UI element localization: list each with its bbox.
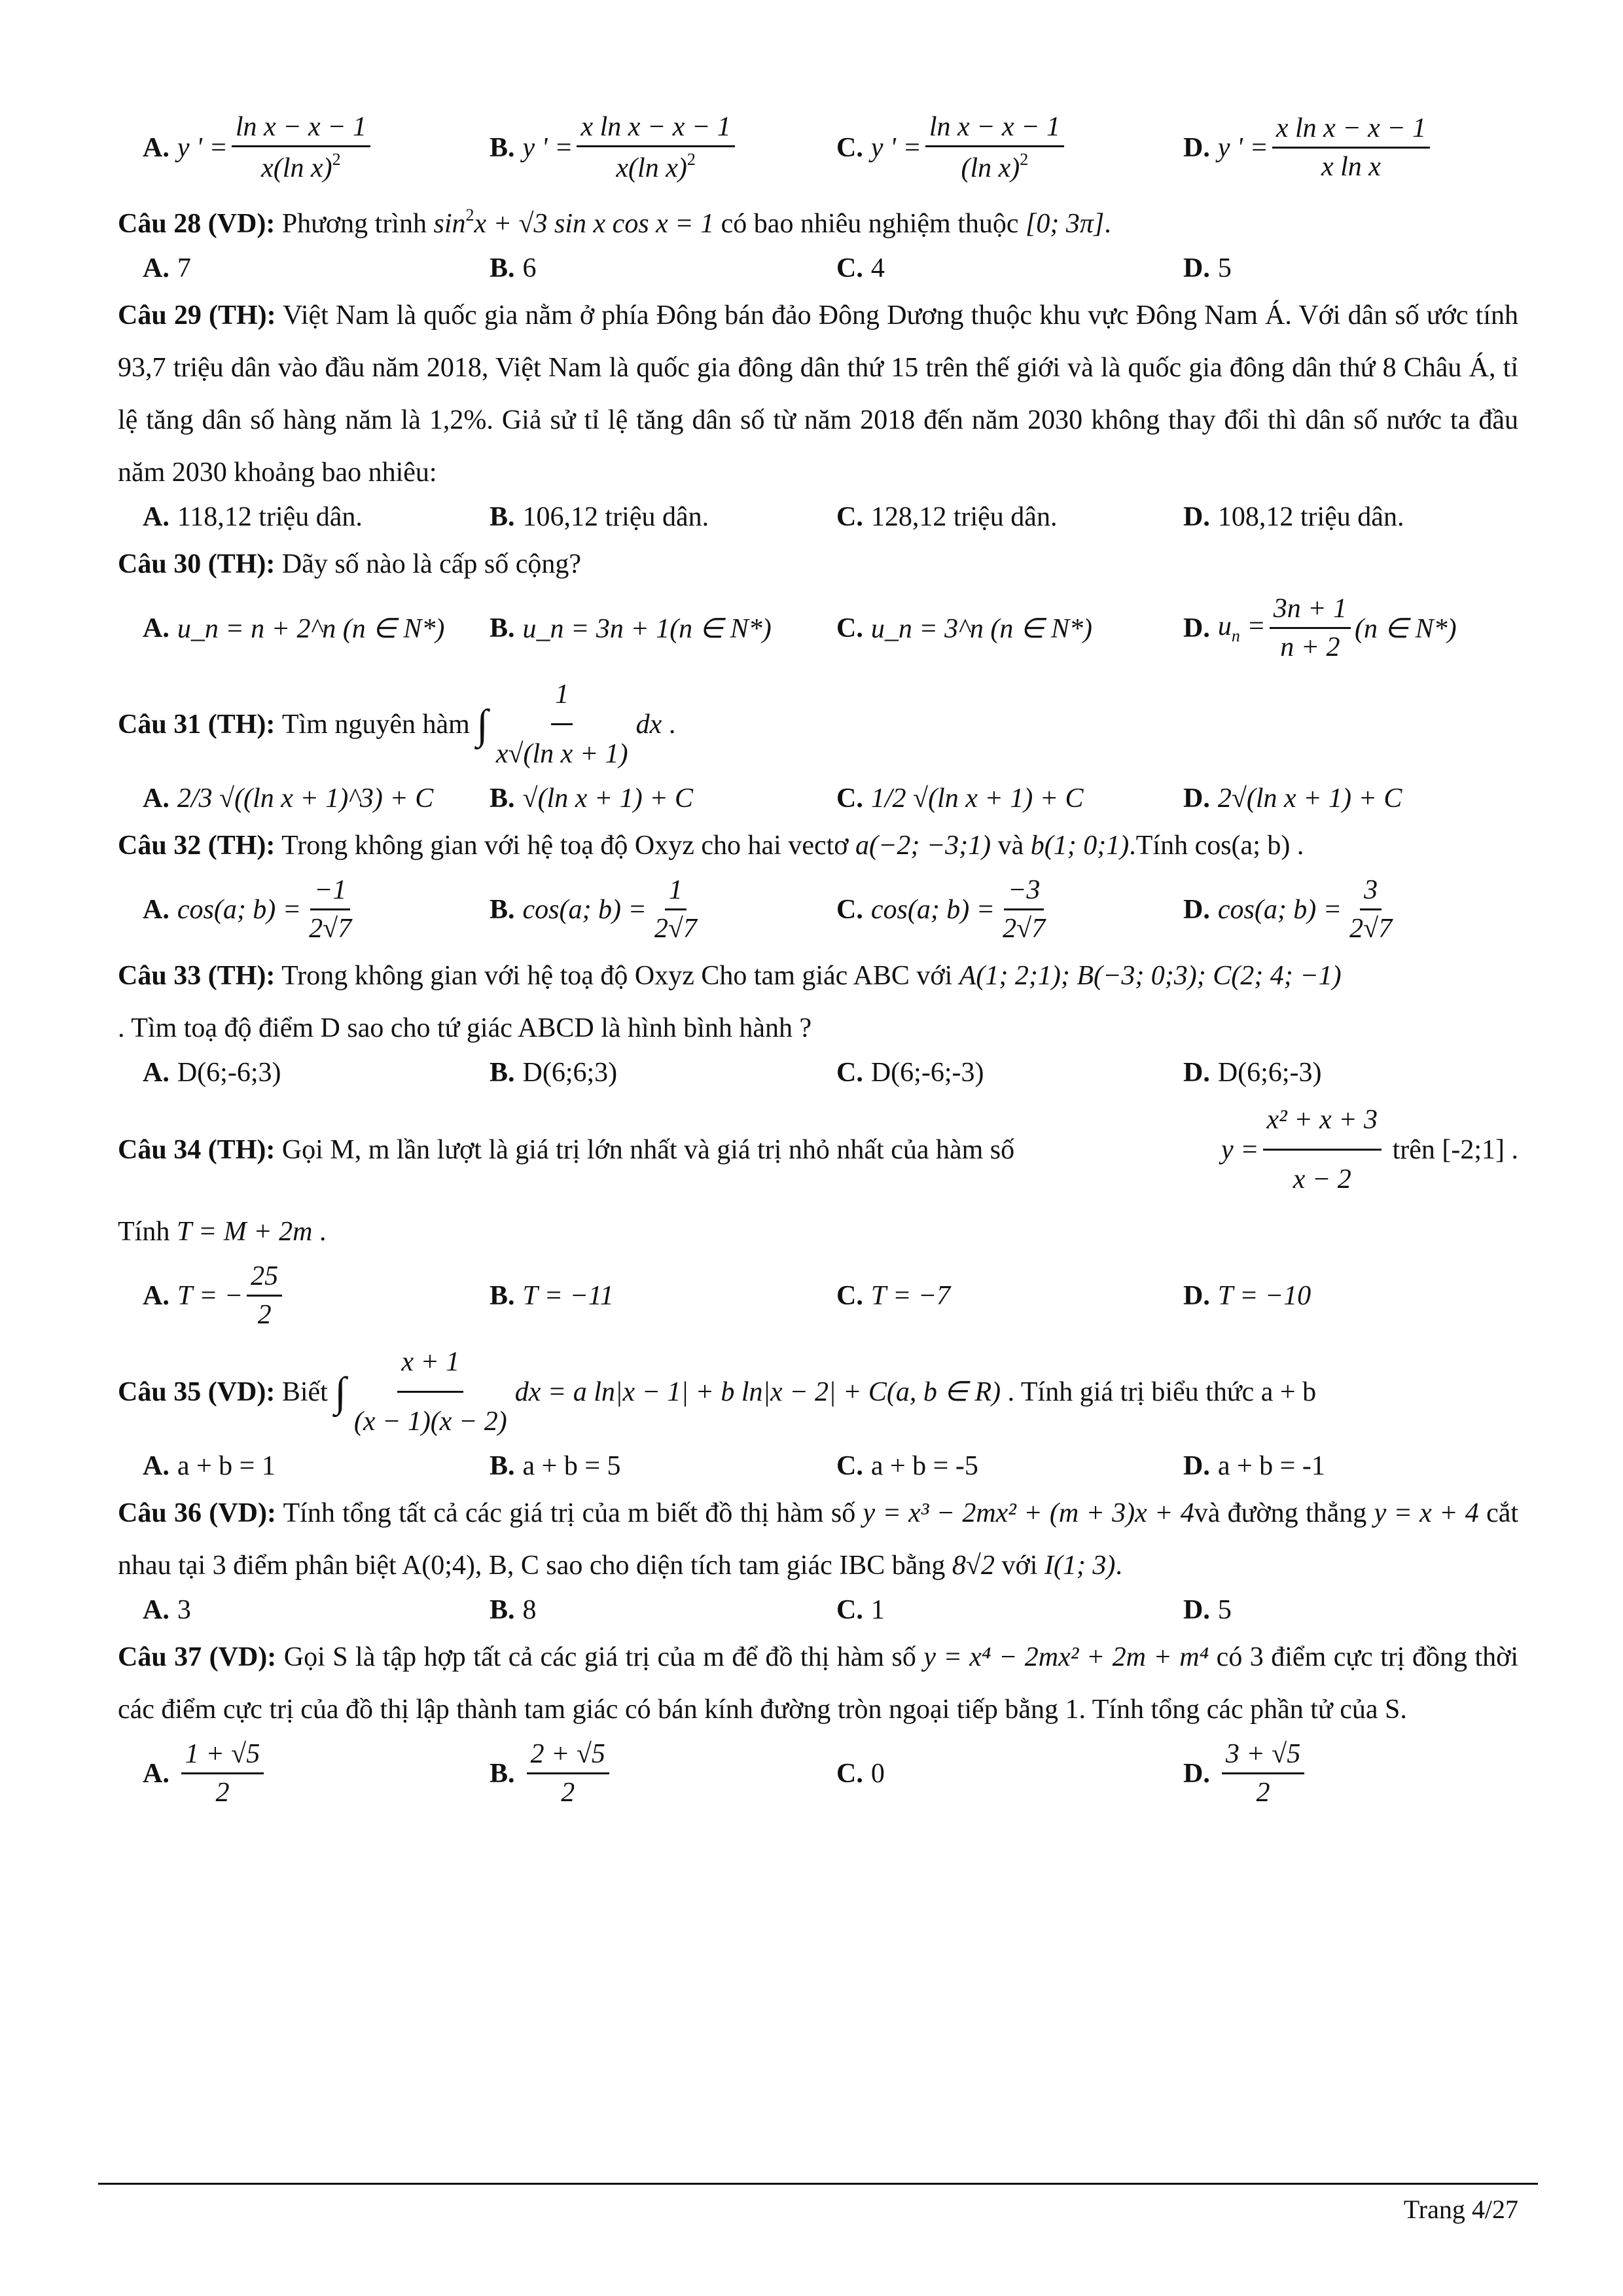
q28-option-a[interactable]: A. 7: [143, 253, 191, 283]
question-31: Câu 31 (TH): Tìm nguyên hàm ∫ $\frac{1}{\text{x√(ln x + 1)}}$ dx .: [118, 668, 1518, 780]
q27-option-b[interactable]: B. y ' = $\frac{\text{x ln x − x − 1}}{x(\ln x)^2}$: [465, 111, 812, 184]
q27-option-a[interactable]: A. y ' = $\frac{\text{ln x − x − 1}}{x(\ln x)^2}$: [118, 111, 465, 184]
q30-options: [118, 593, 1518, 663]
q37-option-d[interactable]: D. $\frac{3 + √5}{2}$: [1158, 1738, 1505, 1808]
question-28: Câu 28 (VD): Phương trình $\sin^2x + √3$ sin x cos x = 1 có bao nhiêu nghiệm thuộc [0; 3π].: [118, 206, 1111, 239]
q32-option-c[interactable]: C. cos(a; b) = $\frac{-3}{2√7}$: [836, 875, 1046, 944]
q29-option-a[interactable]: A. 118,12 triệu dân.: [143, 502, 363, 532]
question-34-line2: Tính T = M + 2m .: [118, 1217, 327, 1247]
q27-option-d[interactable]: D. y ' = $\frac{\text{x ln x − x − 1}}{\text{x ln x}}$: [1158, 113, 1505, 183]
q35-option-b[interactable]: B. a + b = 5: [490, 1451, 621, 1481]
q34-option-a[interactable]: A. T = − $\frac{25}{2}$: [118, 1261, 465, 1331]
q31-option-a[interactable]: A. 2/3 √((ln x + 1)^3) + C: [143, 783, 434, 814]
q28-option-d[interactable]: D. 5: [1183, 253, 1232, 283]
q33-option-a[interactable]: A. D(6;-6;3): [143, 1058, 281, 1088]
q30-option-a[interactable]: A. u_n = n + 2^n (n ∈ N*): [143, 613, 445, 644]
q36-option-d[interactable]: D. 5: [1183, 1595, 1232, 1625]
q33-options: [118, 1057, 1518, 1088]
question-35: Câu 35 (VD): Biết ∫ $\frac{x + 1}{(x - 1)(x - 2)}$ dx = a ln|x − 1| + b ln|x − 2| + C(a, b ∈ R) . Tính giá trị biểu thức a + b: [118, 1336, 1518, 1448]
question-36: Câu 36 (VD): Tính tổng tất cả các giá trị của m biết đồ thị hàm số y = x³ − 2mx² + (m + 3)x + 4và đường thẳng y = x + 4 cắt nhau tại 3 điểm phân biệt A(0;4), B, C sao cho diện tích tam giác IBC bằng 8√2 với I(1; 3).: [118, 1498, 1519, 1581]
q37-options: [118, 1738, 1518, 1808]
page-number: Trang 4/27: [1403, 2195, 1518, 2224]
q34-option-c[interactable]: C. T = −7: [836, 1280, 951, 1311]
q35-option-a[interactable]: A. a + b = 1: [143, 1451, 276, 1481]
question-34: Câu 34 (TH): Gọi M, m lần lượt là giá trị lớn nhất và giá trị nhỏ nhất của hàm số y = $\frac{\text{x² + x + 3}}{x - 2}$ trên [-2;1] .: [118, 1094, 1518, 1206]
q31-options: [118, 783, 1518, 814]
integral-sign: ∫: [476, 700, 488, 747]
q35-option-d[interactable]: D. a + b = -1: [1183, 1451, 1325, 1481]
question-29: Câu 29 (TH): Việt Nam là quốc gia nằm ở phía Đông bán đảo Đông Dương thuộc khu vực Đông Nam Á. Với dân số ước tính 93,7 triệu dân vào đầu năm 2018, Việt Nam là quốc gia đông dân thứ 15 trên thế giới và là quốc gia đông dân thứ 8 Châu Á, tỉ lệ tăng dân số hàng năm là 1,2%. Giả sử tỉ lệ tăng dân số từ năm 2018 đến năm 2030 không thay đổi thì dân số nước ta đầu năm 2030 khoảng bao nhiêu:: [118, 300, 1518, 488]
q34-option-d[interactable]: D. T = −10: [1183, 1280, 1311, 1311]
q35-options: [118, 1450, 1518, 1482]
q30-option-d[interactable]: D. $u_n$ = $\frac{3n + 1}{n + 2}$ (n ∈ N*): [1183, 594, 1457, 662]
q29-option-c[interactable]: C. 128,12 triệu dân.: [836, 502, 1058, 532]
q36-option-b[interactable]: B. 8: [490, 1595, 537, 1625]
q34-option-b[interactable]: B. T = −11: [490, 1280, 614, 1311]
integral-sign: ∫: [334, 1368, 346, 1415]
q33-option-c[interactable]: C. D(6;-6;-3): [836, 1058, 984, 1088]
q33-option-d[interactable]: D. D(6;6;-3): [1183, 1058, 1322, 1088]
q29-options: [118, 501, 1518, 533]
q32-option-a[interactable]: A. cos(a; b) = $\frac{-1}{2√7}$: [143, 875, 352, 944]
q36-option-a[interactable]: A. 3: [143, 1595, 191, 1625]
q34-options: [118, 1261, 1518, 1331]
q29-option-d[interactable]: D. 108,12 triệu dân.: [1183, 502, 1404, 532]
q31-option-d[interactable]: D. 2√(ln x + 1) + C: [1183, 783, 1402, 814]
q27-options: [118, 111, 1518, 184]
q28-option-c[interactable]: C. 4: [836, 253, 885, 283]
exam-page: [118, 98, 1518, 1814]
q28-options: [118, 253, 1518, 284]
q35-option-c[interactable]: C. a + b = -5: [836, 1451, 978, 1481]
q37-option-c[interactable]: C. 0: [836, 1758, 885, 1789]
q30-option-b[interactable]: B. u_n = 3n + 1(n ∈ N*): [490, 613, 772, 644]
q36-option-c[interactable]: C. 1: [836, 1595, 885, 1625]
question-30: Câu 30 (TH): Dãy số nào là cấp số cộng?: [118, 549, 582, 579]
q30-option-c[interactable]: C. u_n = 3^n (n ∈ N*): [836, 613, 1092, 644]
q32-option-d[interactable]: D. cos(a; b) = $\frac{3}{2√7}$: [1183, 875, 1393, 944]
q32-options: [118, 874, 1518, 944]
q28-option-b[interactable]: B. 6: [490, 253, 537, 283]
question-32: Câu 32 (TH): Trong không gian với hệ toạ độ Oxyz cho hai vectơ a(−2; −3;1) và b(1; 0;1).Tính cos(a; b) .: [118, 831, 1304, 861]
q36-options: [118, 1594, 1518, 1626]
q31-option-b[interactable]: B. √(ln x + 1) + C: [490, 783, 694, 814]
footer-divider: [98, 2183, 1538, 2185]
q31-option-c[interactable]: C. 1/2 √(ln x + 1) + C: [836, 783, 1084, 814]
q37-option-b[interactable]: B. $\frac{2 + √5}{2}$: [465, 1738, 812, 1808]
question-33: Câu 33 (TH): Trong không gian với hệ toạ độ Oxyz Cho tam giác ABC với A(1; 2;1); B(−3; 0;3); C(2; 4; −1) . Tìm toạ độ điểm D sao cho tứ giác ABCD là hình bình hành ?: [118, 961, 1342, 1043]
q37-option-a[interactable]: A. $\frac{1 + √5}{2}$: [118, 1738, 465, 1808]
q29-option-b[interactable]: B. 106,12 triệu dân.: [490, 502, 709, 532]
q27-option-c[interactable]: C. y ' = $\frac{\text{ln x − x − 1}}{(\ln x)^2}$: [812, 111, 1158, 184]
question-37: Câu 37 (VD): Gọi S là tập hợp tất cả các giá trị của m để đồ thị hàm số y = x⁴ − 2mx² + 2m + m⁴ có 3 điểm cực trị đồng thời các điểm cực trị của đồ thị lập thành tam giác có bán kính đường tròn ngoại tiếp bằng 1. Tính tổng các phần tử của S.: [118, 1642, 1519, 1725]
q33-option-b[interactable]: B. D(6;6;3): [490, 1058, 618, 1088]
q32-option-b[interactable]: B. cos(a; b) = $\frac{1}{2√7}$: [490, 875, 697, 944]
